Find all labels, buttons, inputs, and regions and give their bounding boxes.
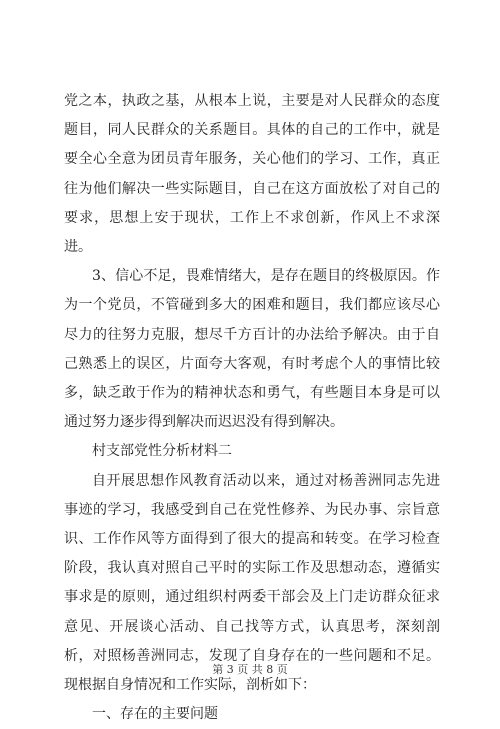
paragraph-lack-of-confidence: 3、信心不足，畏难情绪大，是存在题目的终极原因。作为一个党员，不管碰到多大的困难和题目，我们都应该尽心尽力的往努力克服，想尽千方百计的办法给予解决。由于自己熟悉上的误区，片面夸大客观，有时考虑个人的事情比较多，缺乏敢于作为的精神状态和勇气，有些题目本身是可以通过努力逐步得到解决而迟迟没有得到解决。 <box>64 268 440 431</box>
paragraph-activity-intro: 自开展思想作风教育活动以来，通过对杨善洲同志先进事迹的学习，我感受到自己在党性修养、为民办事、宗旨意识、工作作风等方面得到了很大的提高和转变。在学习检查阶段，我认真对照自己平时的实际工作及思想动态，遵循实事求是的原则，通过组织村两委干部会及上门走访群众征求意见、开展谈心活动、自己找等方式，认真思考，深刻剖析，对照杨善洲同志，发现了自身存在的一些问题和不足。现根据自身情况和工作实际，剖析如下： <box>64 472 440 694</box>
paragraph-party-foundation: 党之本，执政之基，从根本上说，主要是对人民群众的态度题目，同人民群众的关系题目。具体的自己的工作中，就是要全心全意为团员青年服务，关心他们的学习、工作，真正往为他们解决一些实际题目，自己在这方面放松了对自己的要求，思想上安于现状，工作上不求创新，作风上不求深进。 <box>64 93 440 256</box>
subheading-main-problems: 一、存在的主要问题 <box>92 706 218 723</box>
section-heading: 村支部党性分析材料二 <box>92 443 232 460</box>
document-body <box>64 87 440 729</box>
page-footer: 第 3 页 共 8 页 <box>212 663 288 676</box>
